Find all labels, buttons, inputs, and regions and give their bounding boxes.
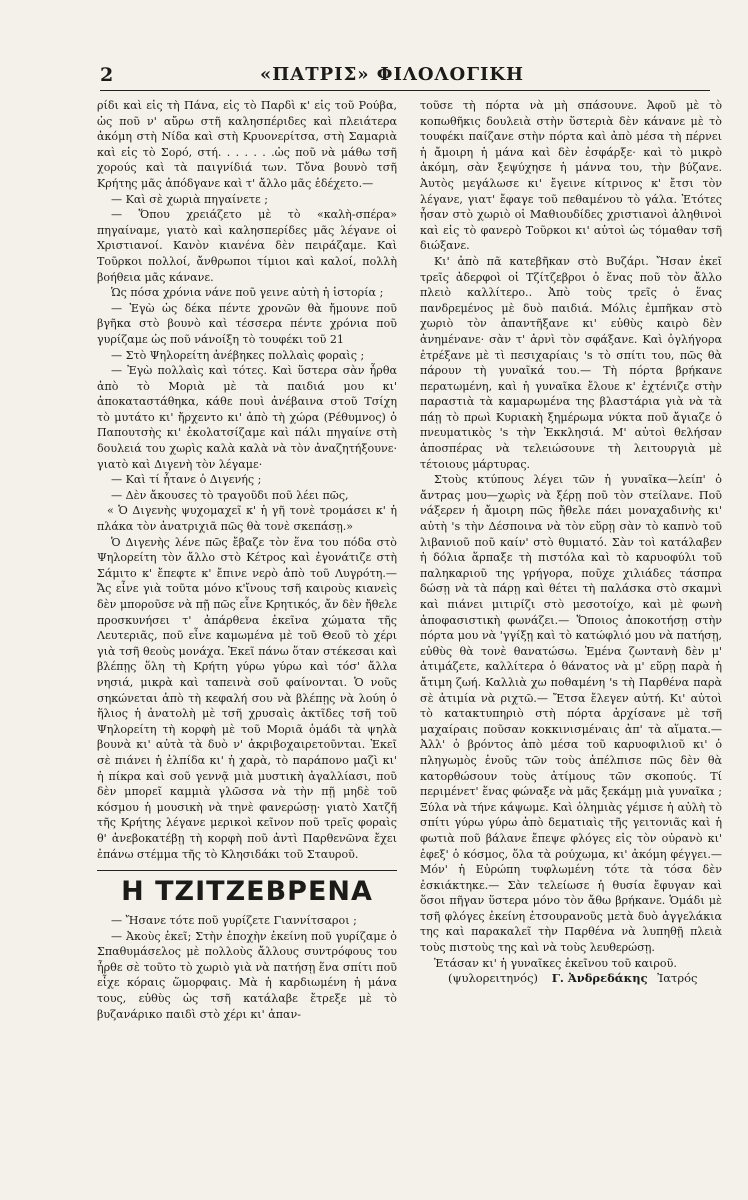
paragraph: Ἐτάσαν κι' ἡ γυναῖκες ἐκεῖνου τοῦ καιροῦ. [434, 956, 677, 970]
paragraph: — Καὶ τί ἦτανε ὁ Διγενής ; [111, 473, 262, 487]
paragraph: — Ἐγὼ πολλαὶς καὶ τότες. Καὶ ὕστερα σὰν ἦρθα ἀπὸ τὸ Μοριὰ μὲ τὰ παιδιά μου κι' ἀποκαταστάθηκα, κάθε πουὶ ἀνέβαινα στοῦ Τσίχη τὸ μυτάτο κι' ἤρχεντο κι' ἀπὸ τὴ χώρα (Ρέθυμνος) ὁ Παπουτσὴς κι' ἐκολατσίζαμε καὶ πάλι πηγαίνε στὴ δουλειά του χωρὶς καλὰ καλὰ νὰ τὸν ἀναζητήξουνε· γιατὸ καὶ Διγενὴ τὸν λέγαμε· [97, 364, 397, 471]
paragraph: Ὁ Διγενὴς λένε πῶς ἔβαζε τὸν ἕνα του πόδα στὸ Ψηλορείτη τὸν ἄλλο στὸ Κέτρος καὶ ἐγονάτιζε στὴ Σάμιτο κ' ἔπεφτε κ' ἔπινε νερὸ ἀπὸ τοῦ Λυγρότη.— Ἄς εἶνε γιὰ τοῦτα μόνο κ'ἴνους τσῆ καιροὺς κιανεὶς δὲν μποροῦσε νὰ πῇ πῶς εἶνε Κρητικός, ἄν δὲν ἤθελε προσκυνήσει τ' ἀπάρθενα ἐκεῖνα χώματα τῆς Λευτεριᾶς, ποῦ εἶνε καμωμένα μὲ τοῦ Θεοῦ τὸ χέρι γιὰ τσῆ θεοὺς μονάχα. Ἐκεῖ πάνω ὅταν στέκεσαι καὶ βλέπῃς ὅλη τὴ Κρήτη γύρω γύρω καὶ τόσ' ἄλλα νησιά, μικρὰ καὶ ταπεινὰ σοῦ φαίνονται. Ὁ νοῦς σηκώνεται ἀπὸ τὴ κεφαλή σου νὰ βλέπῃς νὰ λούη ὁ ἥλιος ἡ ἀνατολὴ μὲ τσῆ χρυσαὶς ἀκτῖδες τσῆ τοῦ Ψηλορείτη τὴ κορφὴ μὲ τοῦ Μοριᾶ ὁμάδι τὰ ψηλὰ βουνὰ κι' αὐτὰ τὰ δυὸ ν' ἀκριβοχαιρετοῦνται. Ἐκεῖ σὲ πιάνει ἡ ἐλπίδα κι' ἡ χαρὰ, τὸ παράπονο μαζὶ κι' ἡ πίκρα καὶ σοῦ γεννᾷ μιὰ μυστικὴ ἀγαλλίασι, ποῦ δὲν μπορεῖ καμμιὰ γλῶσσα νὰ τὴν πῇ μηδὲ τοῦ κόσμου ἡ μουσικὴ νὰ τηνὲ φανερώσῃ· γιατὸ Χατζῆ τῆς Κρήτης λέγανε μερικοὶ κεῖνον ποῦ τρεῖς φοραὶς θ' ἀνεβοκατέβῃ τὴ κορφὴ ποῦ ἀντὶ Παρθενῶνα ἔχει ἐπάνω στέμμα τῆς τὸ Κλησιδάκι τοῦ Σταυροῦ. [97, 535, 397, 861]
paragraph: — Στὸ Ψηλορείτη ἀνέβηκες πολλαὶς φοραὶς ; [111, 348, 365, 362]
paragraph: τοῦσε τὴ πόρτα νὰ μὴ σπάσουνε. Ἀφοῦ μὲ τὸ κοπωθῆκις δουλειὰ στὴν ὕστεριὰ δὲν κάνανε μὲ τὸ τουφέκι παίζανε στὴν πόρτα καὶ ἀπὸ μέσα τὴ πέρνει ἡ ἄμοιρη ἡ μάνα καὶ δὲν ἐσφάρξε· καὶ τὸ μικρὸ ἀκόμη, σὰν ξεψύχησε ἡ μάννα του, τὴν βύζανε. Ἀυτὸς μεγάλωσε κι' ἔγεινε κίτρινος κ' ἔτσι τὸν λέγανε, γιατ' ἔφαγε τοῦ πεθαμένου τὸ γάλα. Ἐτότες ἦσαν στὸ χωριὸ οἱ Μαθιουδίδες χριστιανοὶ ἀληθινοὶ καὶ εἰς τὸ φανερὸ Τοῦρκοι κι' αὐτοὶ ὡς τόμαθαν τσῆ διώξανε. [420, 99, 722, 253]
page-number: 2 [100, 64, 114, 86]
paragraph: Στοὺς κτύπους λέγει τῶν ἡ γυναῖκα—λείπ' ὁ ἄντρας μου—χωρὶς νὰ ξέρῃ ποῦ τὸν στείλανε. Ποῦ νάξερεν ἡ ἄμοιρη πῶς ἤθελε πάει μοναχαδινὴς κι' αὐτὴ 's τὴν Δέσποινα νὰ τὸν εὕρῃ σὰν τὸ καπνὸ τοῦ λιβανιοῦ ποῦ καίν' στὸ θυμιατό. Σὰν τοὶ κατάλαβεν ἡ δόλια ἅρπαξε τὴ πιστόλα καὶ τὸ καρυοφύλι τοῦ παληκαριοῦ της γρήγορα, ποῦχε χιλιάδες τάσπρα δώσῃ νὰ τὰ πάρῃ καὶ θέτει τὴ παλάσκα στὸ σκαμνὶ καὶ πιάνει μιτιρίζι στὸ μεσοτοίχο, καὶ μὲ φωνὴ ἀποφασιστικὴ φωνάζει.— Ὅποιος ἀποκοτήσῃ στὴν πόρτα μου νὰ 'γγίξῃ καὶ τὸ κατώφλιό μου νὰ πατήσῃ, εὐθὺς θὰ τονὲ θανατώσω. Ἐμένα ζωντανὴ δὲν μ' ἀτιμάζετε, καλλίτερα ὁ θάνατος νὰ μ' εὕρῃ παρὰ ἡ ἄτιμη ζωή. Καλλιὰ χω ποθαμένη 's τὴ Παρθένα παρὰ σὲ ἀτιμία νὰ ριχτῶ.— Ἔτσα ἔλεγεν αὐτή. Κι' αὐτοὶ τὸ κατακτυπηριὸ στὴ πόρτα ἀρχίσανε μὲ τσῆ μαχαίραις ποῦσαν κοκκινισμέναις ἀπ' τὰ αἵματα.— Ἀλλ' ὁ βρόντος ἀπὸ μέσα τοῦ καρυοφιλιοῦ κι' ὁ πληγωμὸς ἑνοῦς τῶν τοὺς ἀπέλπισε πῶς δὲν θὰ κατορθώσουν τοὺς ἀτίμους τῶν σκοπούς. Τί περιμένετ' ἕνας φώναξε νὰ μᾶς ξεκάμῃ μιὰ γυναῖκα ; Ξύλα νὰ τήνε κάψωμε. Καὶ ὀλημιὰς γέμισε ἡ αὐλὴ τὸ σπίτι γύρω γύρω ἀπὸ δεματιαὶς τῆς γειτονιᾶς καὶ ἡ φωτιὰ ποῦ βάλανε ἔπεψε φλόγες εἰς τὸν οὐρανὸ κι' ἐφεξ' ὁ κόσμος, ὅλα τὰ ρούχωμα, κι' ἀκόμη φέγγει.— Μόν' ἡ Εὐρώπη τυφλωμένη τότε τὰ τόσα δὲν ἐσκιάκτηκε.— Σὰν τελείωσε ἡ θυσία ἔφυγαν καὶ ὅσοι πῆγαν ὕστερα μόνο τὸν ἄθω βρήκανε. Ὁμάδι μὲ τσῆ φλόγες ἐκείνη ἐτσουρανοῦς μετὰ δυὸ ἀγγελάκια της καὶ παρακαλεῖ τὴν Παρθένα νὰ λυπηθῇ πλειὰ τοὺς πιστοὺς της καὶ νὰ τοὺς λευθερώσῃ. [420, 473, 722, 955]
signature-region: (ψυλορειτηνός) [448, 971, 539, 986]
right-column [420, 98, 722, 987]
paragraph: — Ὅπου χρειάζετο μὲ τὸ «καλὴ-σπέρα» πηγαίναμε, γιατὸ καὶ καλησπερίδες μᾶς λέγανε οἱ Χριστιανοί. Κανὸν κιανένα δὲν πειράζαμε. Καὶ Τοῦρκοι πολλοί, ἄνθρωποι τίμιοι καὶ καλοί, πολλὴ βοήθεια μᾶς κάνανε. [97, 208, 397, 284]
section-title: Η ΤΖΙΤΖΕΒΡΕΝΑ [97, 870, 397, 907]
signature-name: Γ. Ἀνδρεδάκης [551, 971, 648, 986]
signature-title: Ἰατρός [657, 971, 698, 986]
paragraph: — Ἤσανε τότε ποῦ γυρίζετε Γιαννίτσαροι ; [111, 914, 357, 928]
newspaper-title: «ΠΑΤΡΙΣ» ΦΙΛΟΛΟΓΙΚΗ [260, 64, 525, 85]
page-header [100, 64, 710, 91]
paragraph: — Δὲν ἄκουσες τὸ τραγοῦδι ποῦ λέει πῶς, [111, 488, 349, 502]
paragraph: — Καὶ σὲ χωριὰ πηγαίνετε ; [111, 192, 269, 206]
left-column [97, 98, 397, 1022]
paragraph: ρίδι καὶ εἰς τὴ Πάνα, εἰς τὸ Παρδὶ κ' εἰς τοῦ Ρούβα, ὡς ποῦ ν' αὔρω στῆ καλησπέριδες καὶ πλειάτερα ἀκόμη στὴ Νίδα καὶ στὴ Κρυονερίτσα, στὴ Σαμαριὰ καὶ εἰς τὸ Σορό, στή. . . . . . .ὡς ποῦ νὰ μάθω τσῆ χορούς καὶ τὰ παιγνίδιά των. Τὄνα βουνὸ τσῆ Κρήτης μᾶς ἀπόδγανε καὶ τ' ἄλλο μᾶς ἐδέχετο.— [97, 99, 397, 190]
paragraph: Ὡς πόσα χρόνια νάνε ποῦ γεινε αὐτὴ ἡ ἱστορία ; [111, 286, 384, 300]
paragraph: — Ἐγὼ ὡς δέκα πέντε χρονῶν θὰ ἤμουνε ποῦ βγῆκα στὸ βουνὸ καὶ τέσσερα πέντε χρόνια ποῦ γυρίζαμε ὡς ποῦ νάνοίξη τὸ τουφέκι τοῦ 21 [97, 301, 397, 346]
song-quote: « Ὁ Διγενὴς ψυχομαχεῖ κ' ἡ γῆ τονὲ τρομάσει κ' ἡ πλάκα τὸν ἀνατριχιᾶ πῶς θὰ τονὲ σκεπάσῃ.» [97, 504, 397, 534]
paragraph: Κι' ἀπὸ πᾶ κατεβῆκαν στὸ Βυζάρι. Ἤσαν ἐκεῖ τρεῖς ἀδερφοὶ οἱ Τζίτζεβροι ὁ ἕνας ποῦ τὸν ἄλλο πλειὸ καλλίτερο.. Ἀπὸ τοὺς τρεῖς ὁ ἕνας πανδρεμένος μὲ δυὸ παιδιά. Μόλις ἐμπῆκαν στὸ χωριὸ τὸν ἀπαντῆξανε κι' εὐθὺς καιρὸ δὲν ἀνημένανε· σὰν τ' ἀρνὶ τὸν σφάξανε. Καὶ ὀγλήγορα ἐτρέξανε μὲ τὶ πεσιχαρίαις 's τὸ σπίτι του, πῶς θὰ πάρουν τὴ γυναῖκά του.— Τὴ πόρτα βρήκανε περατωμένη, καὶ ἡ γυναῖκα ἔλουε κ' ἐχτένιζε στὴν παραστιὰ τὰ καμαρωμένα της βλαστάρια γιὰ νὰ τὰ πάῃ τὸ πρωὶ Κυριακὴ ξημέρωμα νύκτα ποῦ ἄγιαζε ὁ πνευματικὸς 's τὴν Ἐκκλησιά. Μ' αὐτοὶ θελήσαν ἀποσπέρας νὰ τελειώσουνε τὴ λειτουργιὰ μὲ τέτοιους μάρτυρας. [420, 254, 722, 471]
signature [420, 971, 722, 987]
paragraph: — Ἀκοὺς ἐκεῖ; Στὴν ἐποχὴν ἐκείνη ποῦ γυρίζαμε ὁ Σπαθυμάσελος μὲ πολλοὺς ἄλλους συντρόφους του ἦρθε σὲ τοῦτο τὸ χωριὸ γιὰ νὰ πατήσῃ ἕνα σπίτι ποῦ εἶχε κόραις ὥμορφαις. Μὰ ἡ καρδιωμένη ἡ μάνα τους, εὐθὺς ὡς τσῆ κατάλαβε ἔτρεξε μὲ τὸ βυζανάρικο παιδὶ στὸ χέρι κι' ἀπαν- [97, 929, 397, 1021]
